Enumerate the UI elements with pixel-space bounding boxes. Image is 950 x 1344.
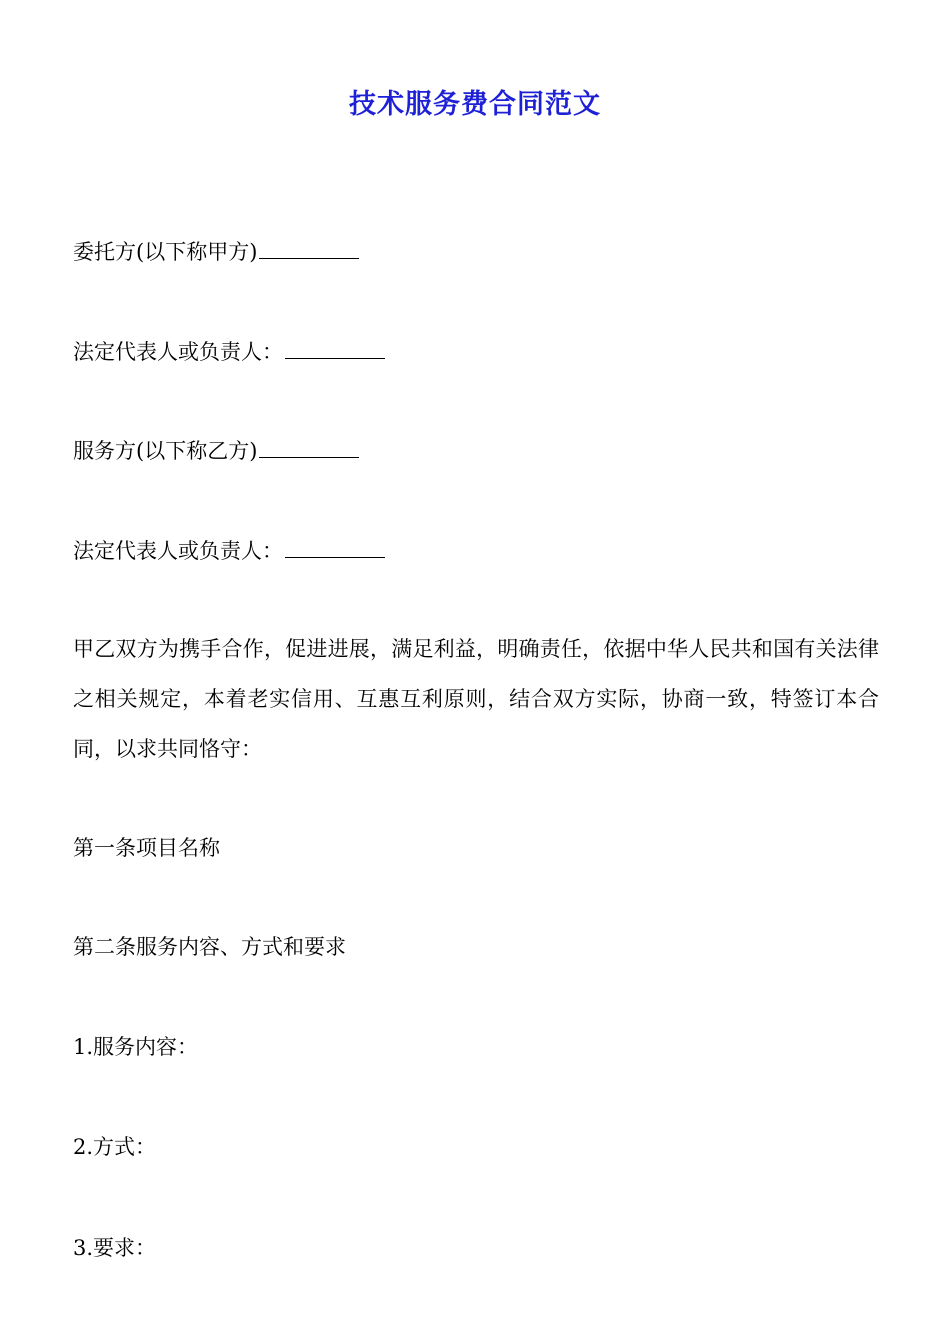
client-label: 委托方(以下称甲方) xyxy=(73,240,258,264)
document-title: 技术服务费合同范文 xyxy=(349,89,601,120)
article-1-heading: 第一条项目名称 xyxy=(73,836,220,860)
item-2-method: 2.方式： xyxy=(73,1135,157,1159)
article-2-heading: 第二条服务内容、方式和要求 xyxy=(73,935,346,959)
client-rep-blank xyxy=(285,338,385,359)
provider-rep-blank xyxy=(285,537,385,558)
item-1-service-content: 1.服务内容： xyxy=(73,1035,199,1059)
provider-blank xyxy=(259,437,359,458)
provider-label: 服务方(以下称乙方) xyxy=(73,439,258,463)
provider-line xyxy=(73,437,359,463)
preamble-paragraph: 甲乙双方为携手合作，促进进展，满足利益，明确责任，依据中华人民共和国有关法律之相关规定，本着老实信用、互惠互利原则，结合双方实际，协商一致，特签订本合同，以求共同恪守： xyxy=(73,637,879,761)
provider-rep-label: 法定代表人或负责人： xyxy=(73,539,283,563)
client-line xyxy=(73,238,359,264)
provider-rep-line xyxy=(73,537,385,563)
client-blank xyxy=(259,238,359,259)
item-3-requirements: 3.要求： xyxy=(73,1236,157,1260)
client-rep-label: 法定代表人或负责人： xyxy=(73,340,283,364)
client-rep-line xyxy=(73,338,385,364)
